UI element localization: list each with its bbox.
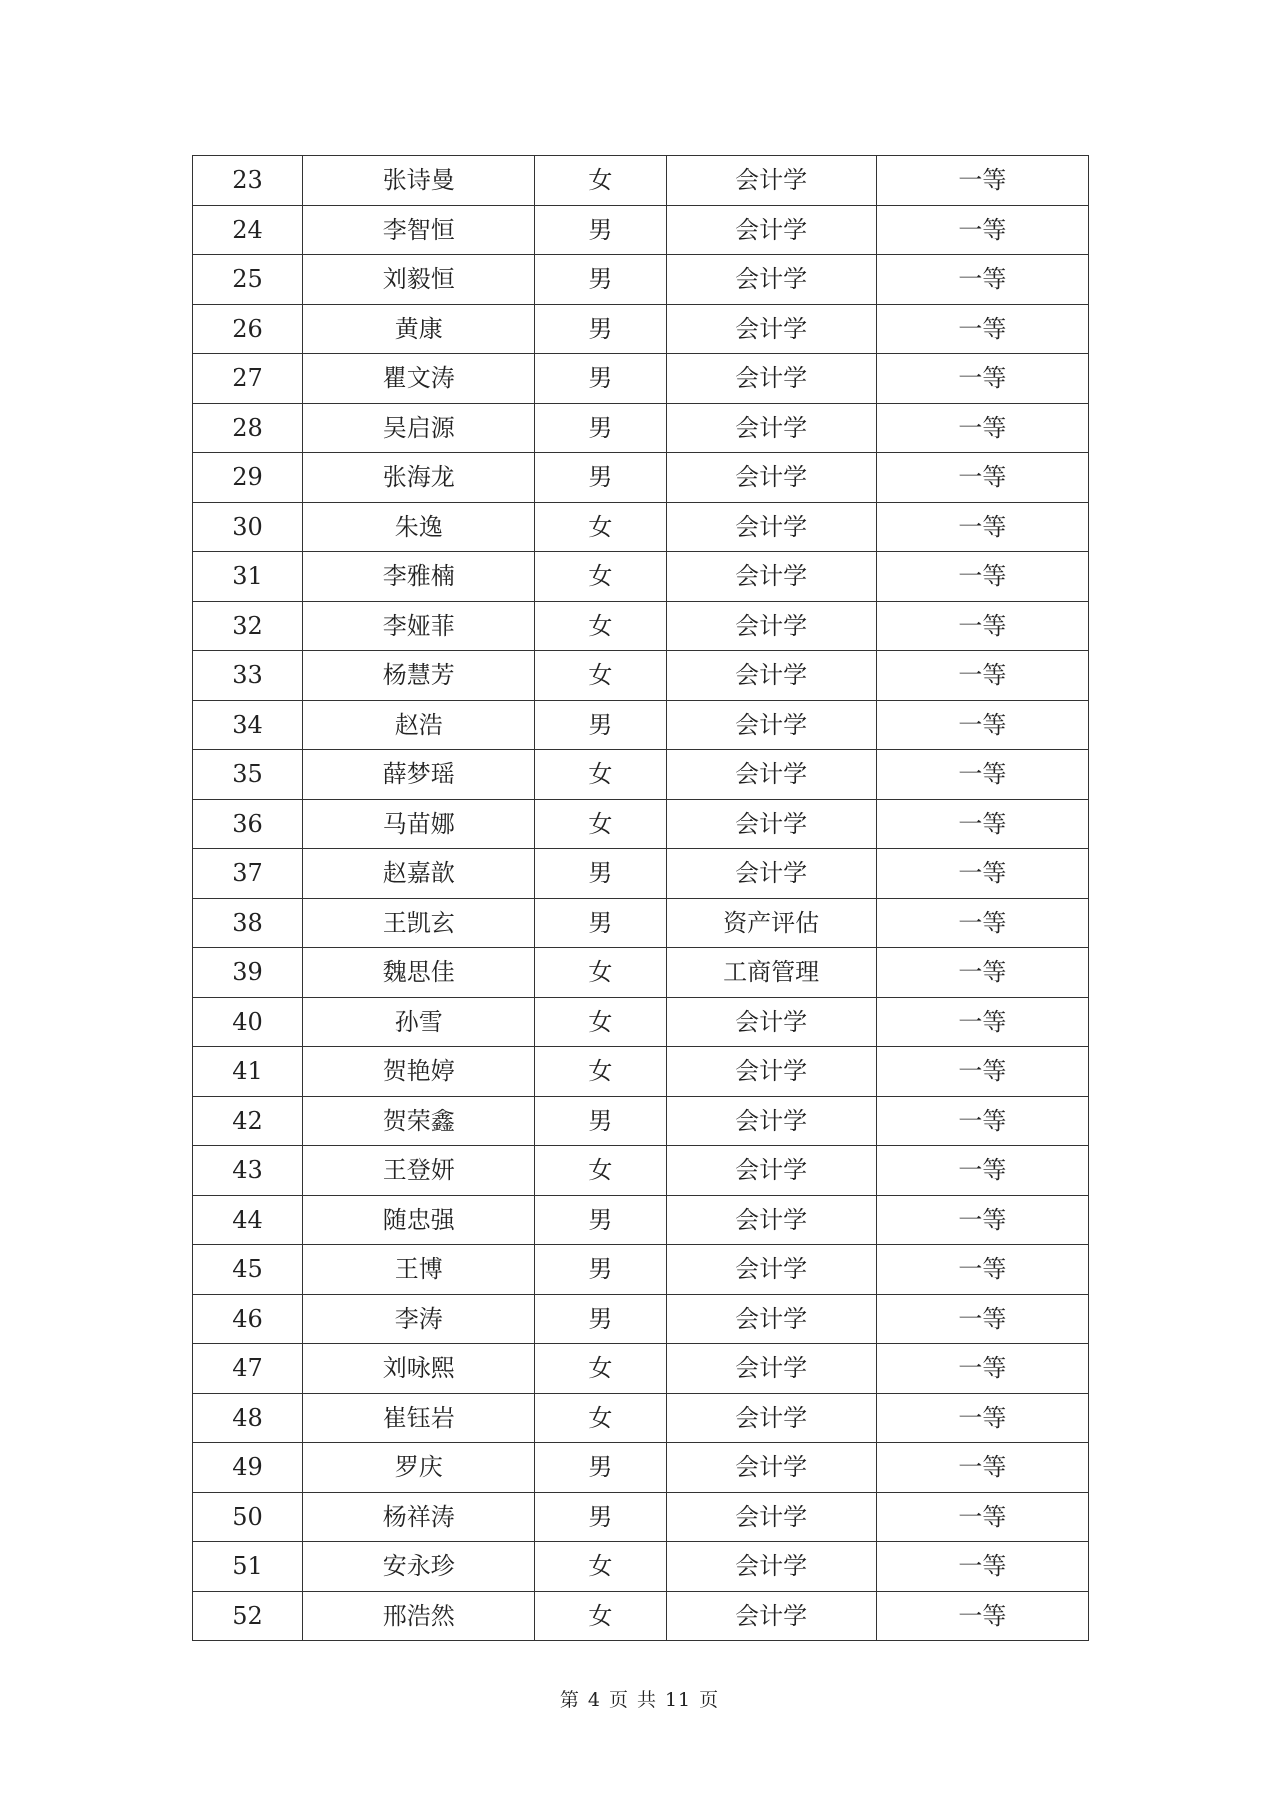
table-row (193, 849, 1089, 899)
cell-student-name: 刘毅恒 (303, 255, 535, 305)
cell-gender: 男 (535, 453, 666, 503)
cell-student-name: 赵嘉歆 (303, 849, 535, 899)
cell-serial-number: 41 (193, 1047, 303, 1097)
table-row (193, 552, 1089, 602)
cell-award-level: 一等 (876, 1591, 1088, 1641)
table-row (193, 1245, 1089, 1295)
cell-award-level: 一等 (876, 304, 1088, 354)
cell-award-level: 一等 (876, 1542, 1088, 1592)
cell-serial-number: 32 (193, 601, 303, 651)
cell-award-level: 一等 (876, 205, 1088, 255)
table-row (193, 1096, 1089, 1146)
cell-award-level: 一等 (876, 1492, 1088, 1542)
cell-student-name: 李智恒 (303, 205, 535, 255)
cell-serial-number: 40 (193, 997, 303, 1047)
cell-student-name: 朱逸 (303, 502, 535, 552)
cell-major: 会计学 (666, 651, 876, 701)
cell-award-level: 一等 (876, 1195, 1088, 1245)
cell-gender: 女 (535, 750, 666, 800)
cell-student-name: 魏思佳 (303, 948, 535, 998)
cell-award-level: 一等 (876, 1146, 1088, 1196)
cell-serial-number: 51 (193, 1542, 303, 1592)
cell-award-level: 一等 (876, 354, 1088, 404)
cell-award-level: 一等 (876, 156, 1088, 206)
cell-gender: 女 (535, 1393, 666, 1443)
footer-current-page: 4 (587, 1689, 601, 1711)
cell-student-name: 贺荣鑫 (303, 1096, 535, 1146)
cell-major: 会计学 (666, 997, 876, 1047)
cell-major: 会计学 (666, 1047, 876, 1097)
cell-major: 会计学 (666, 700, 876, 750)
cell-major: 会计学 (666, 1245, 876, 1295)
cell-major: 会计学 (666, 1443, 876, 1493)
cell-student-name: 孙雪 (303, 997, 535, 1047)
cell-major: 会计学 (666, 1146, 876, 1196)
cell-gender: 男 (535, 1096, 666, 1146)
cell-serial-number: 50 (193, 1492, 303, 1542)
cell-gender: 女 (535, 1146, 666, 1196)
cell-award-level: 一等 (876, 651, 1088, 701)
cell-student-name: 吴启源 (303, 403, 535, 453)
cell-major: 会计学 (666, 1294, 876, 1344)
cell-serial-number: 27 (193, 354, 303, 404)
cell-serial-number: 35 (193, 750, 303, 800)
cell-gender: 男 (535, 255, 666, 305)
cell-gender: 男 (535, 1443, 666, 1493)
cell-award-level: 一等 (876, 1096, 1088, 1146)
cell-award-level: 一等 (876, 997, 1088, 1047)
cell-gender: 女 (535, 948, 666, 998)
cell-major: 会计学 (666, 156, 876, 206)
cell-award-level: 一等 (876, 453, 1088, 503)
cell-gender: 女 (535, 1047, 666, 1097)
cell-gender: 女 (535, 799, 666, 849)
table-row (193, 304, 1089, 354)
cell-major: 会计学 (666, 502, 876, 552)
cell-student-name: 张诗曼 (303, 156, 535, 206)
table-row (193, 1195, 1089, 1245)
cell-major: 会计学 (666, 354, 876, 404)
cell-gender: 女 (535, 997, 666, 1047)
cell-award-level: 一等 (876, 552, 1088, 602)
cell-gender: 男 (535, 1195, 666, 1245)
cell-award-level: 一等 (876, 1393, 1088, 1443)
cell-major: 会计学 (666, 453, 876, 503)
table-row (193, 601, 1089, 651)
cell-student-name: 杨慧芳 (303, 651, 535, 701)
table-row (193, 354, 1089, 404)
table-row (193, 750, 1089, 800)
footer-total-pages: 11 (664, 1689, 692, 1711)
cell-major: 工商管理 (666, 948, 876, 998)
cell-serial-number: 42 (193, 1096, 303, 1146)
table-row (193, 898, 1089, 948)
cell-student-name: 王博 (303, 1245, 535, 1295)
cell-gender: 男 (535, 403, 666, 453)
cell-serial-number: 24 (193, 205, 303, 255)
cell-gender: 女 (535, 1591, 666, 1641)
cell-student-name: 马苗娜 (303, 799, 535, 849)
cell-award-level: 一等 (876, 898, 1088, 948)
cell-student-name: 随忠强 (303, 1195, 535, 1245)
cell-award-level: 一等 (876, 799, 1088, 849)
cell-major: 会计学 (666, 1591, 876, 1641)
cell-student-name: 李涛 (303, 1294, 535, 1344)
cell-award-level: 一等 (876, 849, 1088, 899)
cell-award-level: 一等 (876, 1245, 1088, 1295)
cell-serial-number: 47 (193, 1344, 303, 1394)
cell-gender: 男 (535, 849, 666, 899)
table-row (193, 799, 1089, 849)
cell-gender: 男 (535, 700, 666, 750)
table-row (193, 205, 1089, 255)
cell-student-name: 王凯玄 (303, 898, 535, 948)
cell-serial-number: 28 (193, 403, 303, 453)
cell-award-level: 一等 (876, 1443, 1088, 1493)
cell-serial-number: 49 (193, 1443, 303, 1493)
cell-student-name: 瞿文涛 (303, 354, 535, 404)
cell-major: 会计学 (666, 1195, 876, 1245)
cell-student-name: 黄康 (303, 304, 535, 354)
table-row (193, 255, 1089, 305)
cell-gender: 男 (535, 1245, 666, 1295)
cell-major: 会计学 (666, 1393, 876, 1443)
cell-major: 会计学 (666, 1542, 876, 1592)
cell-award-level: 一等 (876, 601, 1088, 651)
table-row (193, 1492, 1089, 1542)
cell-serial-number: 48 (193, 1393, 303, 1443)
cell-gender: 男 (535, 898, 666, 948)
cell-major: 会计学 (666, 403, 876, 453)
roster-body (193, 156, 1089, 1641)
cell-student-name: 薛梦瑶 (303, 750, 535, 800)
cell-major: 会计学 (666, 1096, 876, 1146)
cell-award-level: 一等 (876, 502, 1088, 552)
cell-student-name: 崔钰岩 (303, 1393, 535, 1443)
table-row (193, 453, 1089, 503)
cell-serial-number: 30 (193, 502, 303, 552)
cell-serial-number: 23 (193, 156, 303, 206)
cell-serial-number: 44 (193, 1195, 303, 1245)
table-row (193, 1047, 1089, 1097)
table-row (193, 997, 1089, 1047)
table-row (193, 651, 1089, 701)
table-row (193, 1443, 1089, 1493)
cell-serial-number: 33 (193, 651, 303, 701)
cell-award-level: 一等 (876, 1294, 1088, 1344)
cell-award-level: 一等 (876, 403, 1088, 453)
cell-serial-number: 34 (193, 700, 303, 750)
cell-serial-number: 52 (193, 1591, 303, 1641)
table-row (193, 502, 1089, 552)
cell-award-level: 一等 (876, 255, 1088, 305)
cell-gender: 女 (535, 1344, 666, 1394)
cell-award-level: 一等 (876, 1344, 1088, 1394)
cell-gender: 男 (535, 1492, 666, 1542)
footer-suffix: 页 (699, 1689, 720, 1711)
cell-gender: 女 (535, 601, 666, 651)
cell-student-name: 张海龙 (303, 453, 535, 503)
cell-gender: 女 (535, 156, 666, 206)
footer-prefix: 第 (559, 1689, 580, 1711)
cell-student-name: 李雅楠 (303, 552, 535, 602)
cell-student-name: 贺艳婷 (303, 1047, 535, 1097)
footer-page-word: 页 (608, 1689, 629, 1711)
award-roster-table (192, 155, 1089, 1641)
footer-total-word: 共 (636, 1689, 657, 1711)
cell-student-name: 安永珍 (303, 1542, 535, 1592)
table-row (193, 1344, 1089, 1394)
cell-major: 会计学 (666, 205, 876, 255)
page-footer (0, 1685, 1279, 1712)
cell-major: 会计学 (666, 304, 876, 354)
cell-serial-number: 29 (193, 453, 303, 503)
cell-award-level: 一等 (876, 948, 1088, 998)
cell-serial-number: 45 (193, 1245, 303, 1295)
cell-award-level: 一等 (876, 1047, 1088, 1097)
table-row (193, 1393, 1089, 1443)
table-row (193, 1591, 1089, 1641)
cell-student-name: 赵浩 (303, 700, 535, 750)
cell-student-name: 罗庆 (303, 1443, 535, 1493)
cell-gender: 男 (535, 304, 666, 354)
cell-major: 会计学 (666, 1492, 876, 1542)
cell-major: 资产评估 (666, 898, 876, 948)
cell-gender: 女 (535, 651, 666, 701)
cell-serial-number: 39 (193, 948, 303, 998)
table-row (193, 403, 1089, 453)
cell-serial-number: 25 (193, 255, 303, 305)
table-row (193, 700, 1089, 750)
cell-serial-number: 38 (193, 898, 303, 948)
cell-major: 会计学 (666, 849, 876, 899)
cell-major: 会计学 (666, 552, 876, 602)
cell-serial-number: 36 (193, 799, 303, 849)
cell-major: 会计学 (666, 255, 876, 305)
cell-serial-number: 43 (193, 1146, 303, 1196)
cell-award-level: 一等 (876, 700, 1088, 750)
table-row (193, 1294, 1089, 1344)
cell-serial-number: 46 (193, 1294, 303, 1344)
cell-student-name: 邢浩然 (303, 1591, 535, 1641)
cell-major: 会计学 (666, 601, 876, 651)
cell-award-level: 一等 (876, 750, 1088, 800)
cell-gender: 女 (535, 552, 666, 602)
cell-gender: 男 (535, 205, 666, 255)
cell-student-name: 刘咏熙 (303, 1344, 535, 1394)
table-row (193, 948, 1089, 998)
cell-serial-number: 37 (193, 849, 303, 899)
cell-student-name: 王登妍 (303, 1146, 535, 1196)
cell-major: 会计学 (666, 1344, 876, 1394)
cell-serial-number: 26 (193, 304, 303, 354)
cell-major: 会计学 (666, 750, 876, 800)
cell-student-name: 杨祥涛 (303, 1492, 535, 1542)
table-row (193, 156, 1089, 206)
cell-gender: 男 (535, 1294, 666, 1344)
cell-serial-number: 31 (193, 552, 303, 602)
table-row (193, 1146, 1089, 1196)
cell-major: 会计学 (666, 799, 876, 849)
cell-student-name: 李娅菲 (303, 601, 535, 651)
cell-gender: 女 (535, 1542, 666, 1592)
table-row (193, 1542, 1089, 1592)
cell-gender: 男 (535, 354, 666, 404)
cell-gender: 女 (535, 502, 666, 552)
